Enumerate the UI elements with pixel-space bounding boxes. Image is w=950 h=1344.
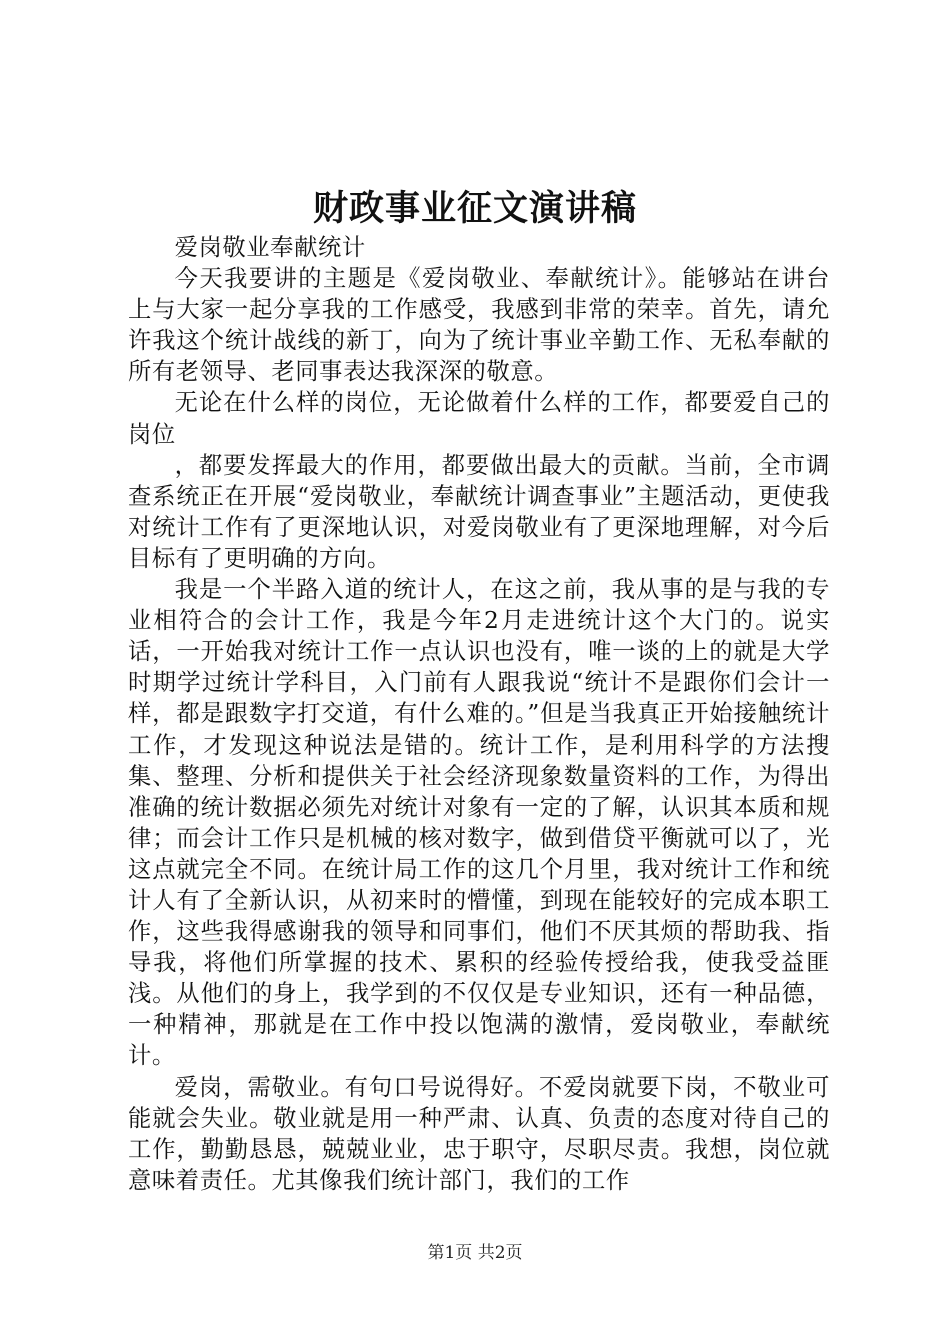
- paragraph-contribution: ，都要发挥最大的作用，都要做出最大的贡献。当前，全市调查系统正在开展“爱岗敬业，奉献统计调查事业”主题活动，更使我对统计工作有了更深地认识，对爱岗敬业有了更深地理解，对今后目标有了更明确的方向。: [128, 451, 830, 572]
- document-body: [128, 232, 830, 1196]
- page-number: 第1页 共2页: [427, 1243, 523, 1263]
- document-title: 财政事业征文演讲稿: [312, 188, 637, 229]
- paragraph-intro: 今天我要讲的主题是《爱岗敬业、奉献统计》。能够站在讲台上与大家一起分享我的工作感受，我感到非常的荣幸。首先，请允许我这个统计战线的新丁，向为了统计事业辛勤工作、无私奉献的所有老领导、老同事表达我深深的敬意。: [128, 265, 830, 386]
- page-footer: [0, 1241, 950, 1265]
- paragraph-personal-story: 我是一个半路入道的统计人，在这之前，我从事的是与我的专业相符合的会计工作，我是今年2月走进统计这个大门的。说实话，一开始我对统计工作一点认识也没有，唯一谈的上的就是大学时期学过统计学科目，入门前有人跟我说“统计不是跟你们会计一样，都是跟数字打交道，有什么难的。”但是当我真正开始接触统计工作，才发现这种说法是错的。统计工作，是利用科学的方法搜集、整理、分析和提供关于社会经济现象数量资料的工作，为得出准确的统计数据必须先对统计对象有一定的了解，认识其本质和规律；而会计工作只是机械的核对数字，做到借贷平衡就可以了，光这点就完全不同。在统计局工作的这几个月里，我对统计工作和统计人有了全新认识，从初来时的懵懂，到现在能较好的完成本职工作，这些我得感谢我的领导和同事们，他们不厌其烦的帮助我、指导我，将他们所掌握的技术、累积的经验传授给我，使我受益匪浅。从他们的身上，我学到的不仅仅是专业知识，还有一种品德，一种精神，那就是在工作中投以饱满的激情，爱岗敬业，奉献统计。: [128, 576, 830, 1070]
- paragraph-position: 无论在什么样的岗位，无论做着什么样的工作，都要爱自己的岗位: [128, 389, 830, 448]
- paragraph-dedication: 爱岗，需敬业。有句口号说得好。不爱岗就要下岗，不敬业可能就会失业。敬业就是用一种严肃、认真、负责的态度对待自己的工作，勤勤恳恳，兢兢业业，忠于职守，尽职尽责。我想，岗位就意味着责任。尤其像我们统计部门，我们的工作: [128, 1073, 830, 1194]
- paragraph-subtitle: 爱岗敬业奉献统计: [174, 234, 366, 261]
